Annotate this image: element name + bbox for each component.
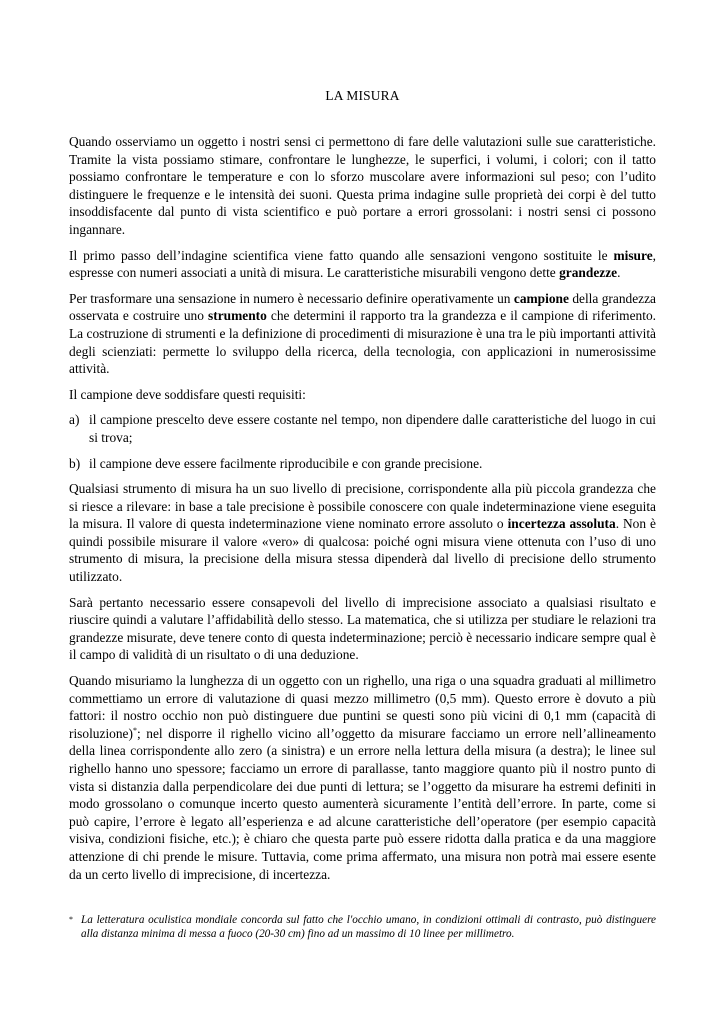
text-run: Per trasformare una sensazione in numero è necessario definire operativamente un [69, 290, 514, 306]
text-run: . [617, 265, 621, 281]
text-run: , espresse con numeri associati a unità di misura. Le caratteristiche misurabili vengono dette [69, 247, 656, 281]
footnote-text: La letteratura oculistica mondiale concorda sul fatto che l'occhio umano, in condizioni ottimali di contrasto, può distinguere alla distanza minima di messa a fuoco (20-30 cm) fino ad un massimo di 10 linee per millimetro. [81, 914, 656, 940]
text-run: Quando misuriamo la lunghezza di un oggetto con un righello, una riga o una squadra graduati al millimetro commettiamo un errore di valutazione di quasi mezzo millimetro (0,5 mm). Questo errore è dovuto a più fattori: il nostro occhio non può distinguere due puntini se questi sono più vicini di 0,1 mm (capacità di risoluzione) [69, 673, 656, 741]
paragraph-righello [69, 672, 656, 883]
paragraph-intro: Quando osserviamo un oggetto i nostri sensi ci permettono di fare delle valutazioni sulle sue caratteristiche. Tramite la vista possiamo stimare, confrontare le lunghezze, le superfici, i volumi, i colori; con il tatto possiamo confrontare le temperature e con lo sforzo muscolare avere informazioni sul peso; con l’udito distinguere le frequenze e le intensità dei suoni. Questa prima indagine sulle proprietà dei corpi è del tutto insoddisfacente dal punto di vista scientifico e può portare a errori grossolani: i nostri sensi ci possono ingannare. [69, 134, 656, 237]
term-incertezza-assoluta: incertezza assoluta [507, 516, 616, 532]
text-run: ; nel disporre il righello vicino all’oggetto da misurare facciamo un errore nell’allineamento della linea corrispondente allo zero (a sinistra) e un errore nella lettura della misura (a destra); le linee sul righello hanno uno spessore; facciamo un errore di parallasse, tanto maggiore quanto più il nostro punto di vista si distanzia dalla perpendicolare dei due punti di lettura; se l’oggetto da misurare ha estremi definiti in modo grossolano o comunque incerto questo aumenterà sicuramente l’entità dell’errore. In parte, come si può capire, l’errore è legato all’esperienza e ad alcune caratteristiche dell’operatore (per esempio capacità visiva, condizioni fisiche, etc.); è chiaro che questa parte può essere ridotta dalla pratica e da una maggiore attenzione di chi prende le misure. Tuttavia, come prima affermato, una misura non potrà mai essere esente da un certo livello di imprecisione, di incertezza. [69, 725, 656, 882]
text-run: Qualsiasi strumento di misura ha un suo livello di precisione, corrispondente alla più piccola grandezza che si riesce a rilevare: in base a tale precisione è possibile conoscere con quale indeterminazione viene eseguita la misura. Il valore di questa indeterminazione viene nominato errore assoluto o [69, 481, 656, 532]
footnote-ref[interactable]: * [132, 725, 137, 735]
list-marker: a) [69, 412, 80, 428]
list-item [69, 411, 656, 446]
text-run: Il primo passo dell’indagine scientifica viene fatto quando alle sensazioni vengono sostituite le [69, 247, 614, 263]
footnote-marker: * [69, 915, 73, 924]
list-text: il campione deve essere facilmente riproducibile e con grande precisione. [89, 455, 483, 471]
footnote [69, 913, 656, 941]
list-item [69, 455, 656, 473]
list-text: il campione prescelto deve essere costante nel tempo, non dipendere dalle caratteristiche del luogo in cui si trova; [89, 412, 656, 445]
paragraph-misure [69, 247, 656, 282]
paragraph-campione [69, 290, 656, 378]
text-run: della grandezza osservata e costruire uno [69, 290, 657, 324]
term-strumento: strumento [208, 308, 267, 324]
term-grandezze: grandezze [559, 265, 618, 281]
text-run: che determini il rapporto tra la grandezza e il campione di riferimento. La costruzione di strumenti e la definizione di procedimenti di misurazione è una tra le più importanti attività degli scienziati: permette lo sviluppo della ricerca, della tecnologia, con applicazioni in numerosissime attività. [69, 308, 656, 377]
list-marker: b) [69, 455, 81, 471]
paragraph-requisiti: Il campione deve soddisfare questi requisiti: [69, 386, 306, 402]
term-campione: campione [513, 290, 569, 306]
term-misure: misure [613, 247, 653, 263]
paragraph-precisione [69, 480, 656, 586]
paragraph-imprecisione: Sarà pertanto necessario essere consapevoli del livello di imprecisione associato a qualsiasi risultato e riuscire quindi a valutare l’affidabilità dello stesso. La matematica, che si utilizza per studiare le relazioni tra grandezze misurate, deve tenere conto di questa indeterminazione; perciò è necessario indicare sempre qual è il campo di validità di un risultato o di una deduzione. [69, 594, 656, 663]
page-title: LA MISURA [325, 88, 400, 103]
text-run: . Non è quindi possibile misurare il valore «vero» di qualcosa: poiché ogni misura viene ottenuta con l’uso di uno strumento di misura, la precisione della misura stessa dipenderà dal livello di precisione dello strumento utilizzato. [69, 516, 657, 585]
document-body [69, 133, 656, 891]
